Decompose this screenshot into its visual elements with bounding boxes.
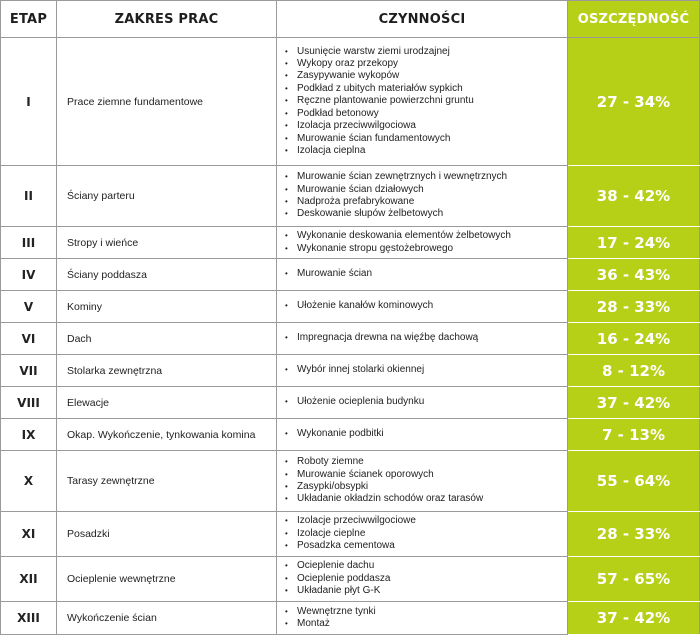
czynnosci-list xyxy=(285,46,561,158)
czynnosci-list xyxy=(285,456,561,506)
czynnosci-cell xyxy=(277,227,568,259)
list-item: • Deskowanie słupów żelbetowych xyxy=(285,208,561,220)
header-zakres-prac: ZAKRES PRAC xyxy=(57,1,277,38)
zakres-prac-cell: Dach xyxy=(57,323,277,355)
etap-cell: VIII xyxy=(1,387,57,419)
list-item: • Zasypki/obsypki xyxy=(285,481,561,493)
table-row xyxy=(1,291,700,323)
list-item: • Zasypywanie wykopów xyxy=(285,70,561,82)
czynnosci-cell xyxy=(277,259,568,291)
czynnosci-cell xyxy=(277,38,568,166)
list-item: • Posadzka cementowa xyxy=(285,540,561,552)
table-row xyxy=(1,227,700,259)
czynnosci-cell xyxy=(277,323,568,355)
oszczednosc-cell: 37 - 42% xyxy=(568,387,700,419)
list-item: • Izolacje cieplne xyxy=(285,528,561,540)
table-row xyxy=(1,512,700,557)
table-row xyxy=(1,419,700,451)
czynnosci-list xyxy=(285,268,561,280)
oszczednosc-cell: 38 - 42% xyxy=(568,166,700,227)
oszczednosc-cell: 17 - 24% xyxy=(568,227,700,259)
czynnosci-cell xyxy=(277,451,568,512)
czynnosci-list xyxy=(285,428,561,440)
etap-cell: II xyxy=(1,166,57,227)
list-item: • Nadproża prefabrykowane xyxy=(285,196,561,208)
zakres-prac-cell: Ściany poddasza xyxy=(57,259,277,291)
list-item: • Ocieplenie poddasza xyxy=(285,573,561,585)
oszczednosc-cell: 28 - 33% xyxy=(568,512,700,557)
czynnosci-list xyxy=(285,364,561,376)
list-item: • Izolacje przeciwwilgociowe xyxy=(285,515,561,527)
etap-cell: X xyxy=(1,451,57,512)
header-oszczednosc: OSZCZĘDNOŚĆ xyxy=(568,1,700,38)
zakres-prac-cell: Okap. Wykończenie, tynkowania komina xyxy=(57,419,277,451)
zakres-prac-cell: Elewacje xyxy=(57,387,277,419)
oszczednosc-cell: 7 - 13% xyxy=(568,419,700,451)
czynnosci-cell xyxy=(277,166,568,227)
zakres-prac-cell: Ocieplenie wewnętrzne xyxy=(57,557,277,602)
list-item: • Układanie płyt G-K xyxy=(285,585,561,597)
list-item: • Izolacja przeciwwilgociowa xyxy=(285,120,561,132)
oszczednosc-cell: 57 - 65% xyxy=(568,557,700,602)
list-item: • Wykonanie podbitki xyxy=(285,428,561,440)
zakres-prac-cell: Posadzki xyxy=(57,512,277,557)
oszczednosc-cell: 36 - 43% xyxy=(568,259,700,291)
oszczednosc-cell: 55 - 64% xyxy=(568,451,700,512)
czynnosci-cell xyxy=(277,512,568,557)
zakres-prac-cell: Kominy xyxy=(57,291,277,323)
etap-cell: XI xyxy=(1,512,57,557)
list-item: • Murowanie ścian xyxy=(285,268,561,280)
oszczednosc-cell: 8 - 12% xyxy=(568,355,700,387)
list-item: • Wykopy oraz przekopy xyxy=(285,58,561,70)
etap-cell: XIII xyxy=(1,602,57,635)
list-item: • Montaż xyxy=(285,618,561,630)
table-row xyxy=(1,355,700,387)
list-item: • Ułożenie kanałów kominowych xyxy=(285,300,561,312)
zakres-prac-cell: Stolarka zewnętrzna xyxy=(57,355,277,387)
czynnosci-list xyxy=(285,396,561,408)
list-item: • Murowanie ścian fundamentowych xyxy=(285,133,561,145)
list-item: • Murowanie ścian działowych xyxy=(285,184,561,196)
table-body xyxy=(1,38,700,635)
list-item: • Podkład z ubitych materiałów sypkich xyxy=(285,83,561,95)
zakres-prac-cell: Stropy i wieńce xyxy=(57,227,277,259)
etap-cell: XII xyxy=(1,557,57,602)
list-item: • Roboty ziemne xyxy=(285,456,561,468)
czynnosci-list xyxy=(285,606,561,631)
header-etap: ETAP xyxy=(1,1,57,38)
table-row xyxy=(1,602,700,635)
etap-cell: IV xyxy=(1,259,57,291)
czynnosci-list xyxy=(285,332,561,344)
table-header-row xyxy=(1,1,700,38)
list-item: • Murowanie ścianek oporowych xyxy=(285,469,561,481)
oszczednosc-cell: 16 - 24% xyxy=(568,323,700,355)
zakres-prac-cell: Wykończenie ścian xyxy=(57,602,277,635)
list-item: • Impregnacja drewna na więźbę dachową xyxy=(285,332,561,344)
oszczednosc-cell: 37 - 42% xyxy=(568,602,700,635)
etap-cell: VII xyxy=(1,355,57,387)
list-item: • Ułożenie ocieplenia budynku xyxy=(285,396,561,408)
zakres-prac-cell: Tarasy zewnętrzne xyxy=(57,451,277,512)
zakres-prac-cell: Prace ziemne fundamentowe xyxy=(57,38,277,166)
czynnosci-cell xyxy=(277,291,568,323)
table-row xyxy=(1,451,700,512)
table-row xyxy=(1,38,700,166)
etap-cell: VI xyxy=(1,323,57,355)
czynnosci-list xyxy=(285,300,561,312)
czynnosci-list xyxy=(285,171,561,221)
czynnosci-list xyxy=(285,230,561,255)
czynnosci-cell xyxy=(277,557,568,602)
czynnosci-cell xyxy=(277,387,568,419)
list-item: • Ocieplenie dachu xyxy=(285,560,561,572)
czynnosci-list xyxy=(285,560,561,597)
list-item: • Wykonanie deskowania elementów żelbetowych xyxy=(285,230,561,242)
etap-cell: I xyxy=(1,38,57,166)
czynnosci-list xyxy=(285,515,561,552)
table-row xyxy=(1,166,700,227)
zakres-prac-cell: Ściany parteru xyxy=(57,166,277,227)
list-item: • Izolacja cieplna xyxy=(285,145,561,157)
oszczednosc-cell: 28 - 33% xyxy=(568,291,700,323)
table-row xyxy=(1,323,700,355)
etap-cell: V xyxy=(1,291,57,323)
list-item: • Murowanie ścian zewnętrznych i wewnętrznych xyxy=(285,171,561,183)
list-item: • Wewnętrzne tynki xyxy=(285,606,561,618)
list-item: • Ręczne plantowanie powierzchni gruntu xyxy=(285,95,561,107)
etap-cell: IX xyxy=(1,419,57,451)
header-czynnosci: CZYNNOŚCI xyxy=(277,1,568,38)
czynnosci-cell xyxy=(277,419,568,451)
table-row xyxy=(1,259,700,291)
oszczednosc-cell: 27 - 34% xyxy=(568,38,700,166)
czynnosci-cell xyxy=(277,602,568,635)
list-item: • Podkład betonowy xyxy=(285,108,561,120)
etap-cell: III xyxy=(1,227,57,259)
list-item: • Wykonanie stropu gęstożebrowego xyxy=(285,243,561,255)
table-row xyxy=(1,387,700,419)
czynnosci-cell xyxy=(277,355,568,387)
list-item: • Usunięcie warstw ziemi urodzajnej xyxy=(285,46,561,58)
list-item: • Wybór innej stolarki okiennej xyxy=(285,364,561,376)
table-row xyxy=(1,557,700,602)
list-item: • Układanie okładzin schodów oraz tarasów xyxy=(285,493,561,505)
